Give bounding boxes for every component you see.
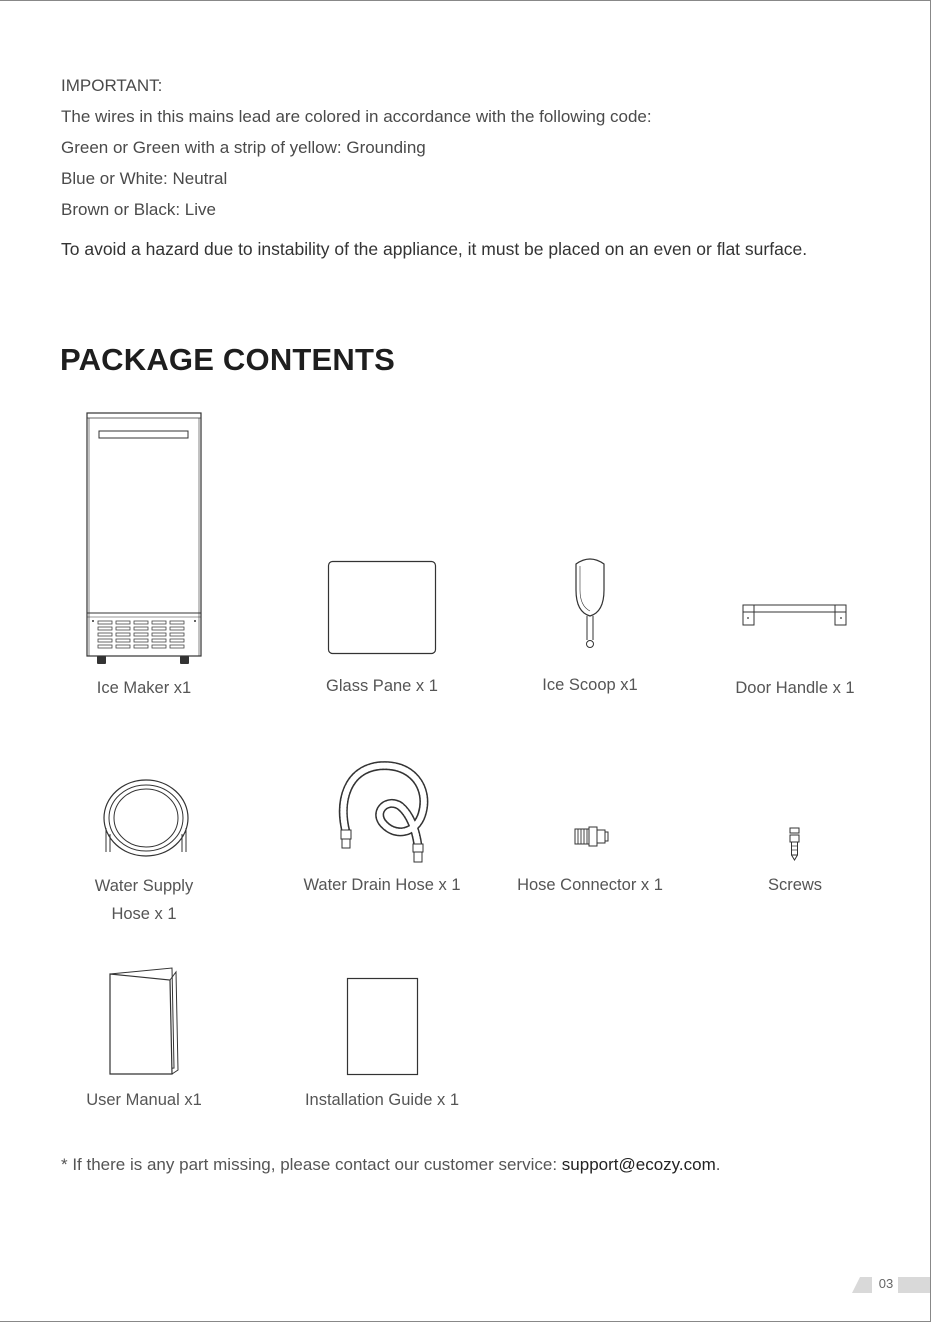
important-line: Green or Green with a strip of yellow: Grounding bbox=[61, 138, 426, 157]
page-border-bottom bbox=[0, 1321, 931, 1322]
item-label: Glass Pane x 1 bbox=[326, 677, 438, 695]
item-label: Water Drain Hose x 1 bbox=[303, 876, 461, 894]
ice-scoop-icon bbox=[570, 556, 610, 652]
door-handle-icon bbox=[740, 602, 850, 628]
page-border-top bbox=[0, 0, 930, 1]
item-label: Ice Maker x1 bbox=[96, 679, 192, 697]
important-notice bbox=[61, 70, 652, 225]
item-label: Installation Guide x 1 bbox=[304, 1091, 460, 1109]
package-contents-title: PACKAGE CONTENTS bbox=[60, 342, 396, 377]
item-screws bbox=[786, 826, 804, 864]
important-line: Brown or Black: Live bbox=[61, 200, 216, 219]
footnote-suffix: . bbox=[715, 1155, 721, 1174]
item-glass-pane bbox=[327, 560, 439, 656]
item-label: Hose Connector x 1 bbox=[517, 876, 663, 894]
item-ice-maker bbox=[86, 410, 204, 670]
item-label: Hose x 1 bbox=[111, 905, 177, 923]
item-user-manual bbox=[106, 964, 182, 1078]
item-water-supply-hose bbox=[96, 776, 196, 866]
important-line: The wires in this mains lead are colored in accordance with the following code: bbox=[61, 107, 652, 126]
hazard-note: To avoid a hazard due to instability of the appliance, it must be placed on an even or flat surface. bbox=[61, 239, 808, 259]
important-heading: IMPORTANT: bbox=[61, 76, 163, 95]
item-hose-connector bbox=[573, 826, 613, 848]
item-label: Ice Scoop x1 bbox=[542, 676, 638, 694]
screw-icon bbox=[786, 826, 804, 864]
important-line: Blue or White: Neutral bbox=[61, 169, 228, 188]
item-label: Screws bbox=[767, 876, 823, 894]
hose-connector-icon bbox=[573, 826, 613, 848]
page-border-right bbox=[930, 0, 931, 1322]
water-drain-hose-icon bbox=[334, 760, 434, 864]
item-installation-guide bbox=[346, 977, 420, 1077]
user-manual-icon bbox=[106, 964, 182, 1078]
page-number: 03 bbox=[878, 1276, 894, 1291]
missing-parts-note bbox=[61, 1155, 720, 1175]
support-email-link[interactable]: support@ecozy.com bbox=[561, 1155, 716, 1174]
ice-maker-icon bbox=[86, 410, 204, 670]
item-label: Door Handle x 1 bbox=[735, 679, 855, 697]
installation-guide-icon bbox=[346, 977, 420, 1077]
item-water-drain-hose bbox=[334, 760, 434, 864]
item-ice-scoop bbox=[570, 556, 610, 652]
item-label: User Manual x1 bbox=[86, 1091, 202, 1109]
item-label: Water Supply bbox=[94, 877, 194, 895]
water-supply-hose-icon bbox=[96, 776, 196, 866]
item-door-handle bbox=[740, 602, 850, 628]
footnote-text: * If there is any part missing, please contact our customer service: bbox=[61, 1155, 562, 1174]
glass-pane-icon bbox=[327, 560, 439, 656]
